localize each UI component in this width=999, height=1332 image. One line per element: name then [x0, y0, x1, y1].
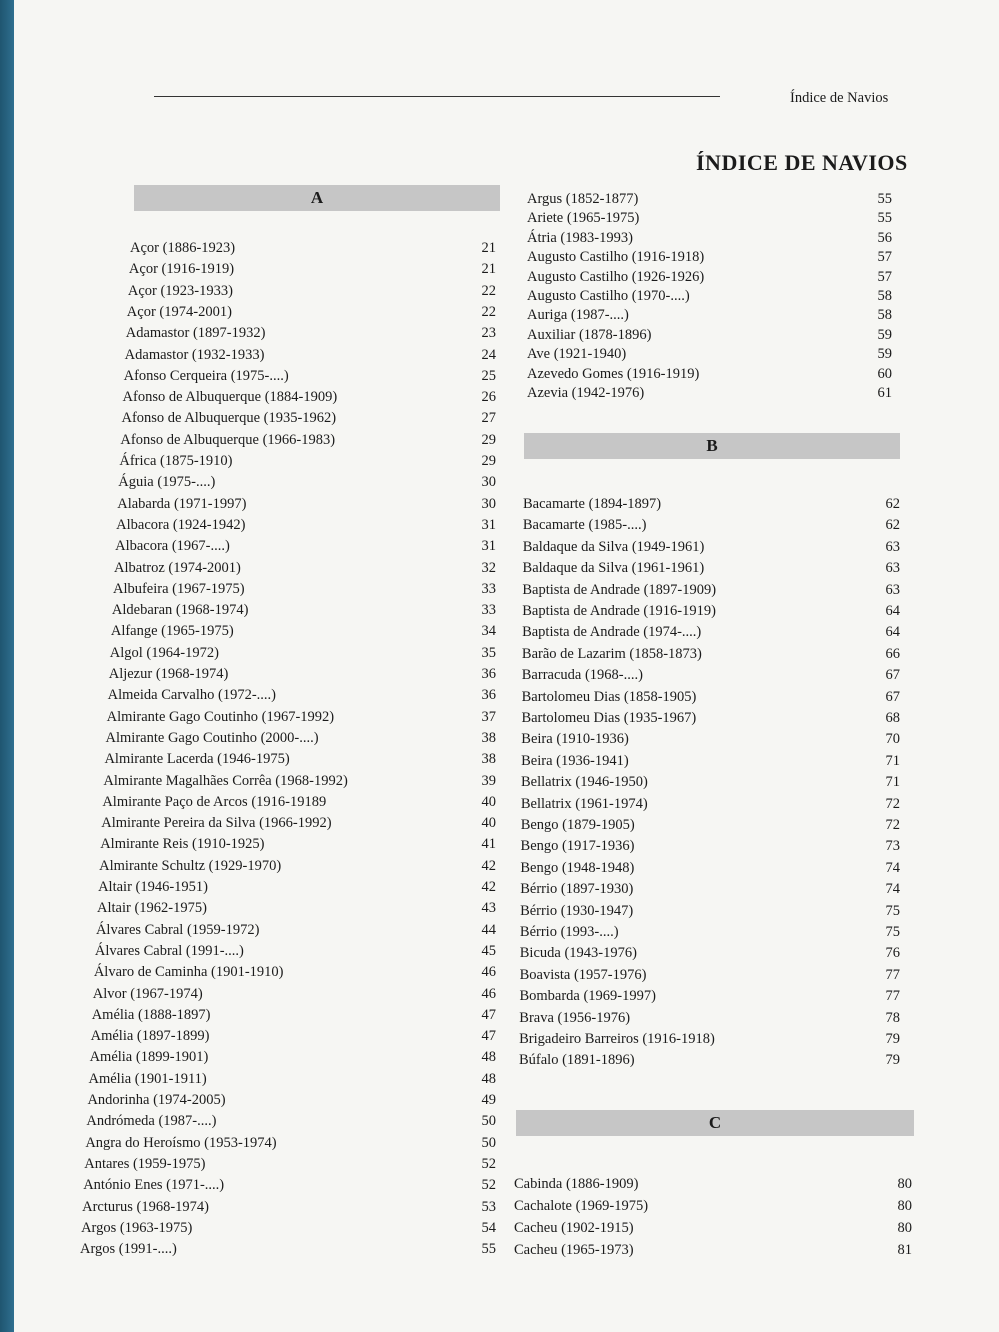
page-title: ÍNDICE DE NAVIOS — [696, 150, 908, 175]
ship-name: Cabinda (1886-1909) — [514, 1176, 639, 1192]
index-entry — [120, 430, 496, 450]
index-entry — [102, 792, 496, 812]
index-entry — [127, 302, 496, 322]
index-entry — [81, 1218, 496, 1238]
index-entry — [124, 366, 496, 386]
ship-name: Argus (1852-1877) — [527, 191, 639, 207]
ship-name: Açor (1974-2001) — [126, 303, 232, 320]
page-number: 72 — [885, 795, 900, 812]
index-entry — [520, 858, 900, 878]
ship-name: Argos (1991-....) — [80, 1241, 177, 1258]
index-entry — [106, 728, 496, 748]
index-entry — [99, 856, 496, 876]
page-number: 77 — [885, 966, 900, 983]
ship-name: Bartolomeu Dias (1935-1967) — [521, 710, 697, 726]
index-entry — [514, 1174, 912, 1194]
index-entry — [119, 451, 496, 471]
page-number: 23 — [481, 325, 496, 342]
section-header-c: C — [516, 1110, 914, 1136]
index-entry — [95, 941, 496, 961]
ship-name: Álvares Cabral (1991-....) — [94, 942, 244, 959]
index-entry — [125, 345, 496, 365]
page-number: 48 — [481, 1049, 496, 1066]
index-entry — [527, 383, 892, 403]
page-number: 55 — [877, 210, 892, 227]
ship-name: Boavista (1957-1976) — [519, 966, 647, 983]
ship-name: António Enes (1971-....) — [83, 1177, 225, 1194]
ship-name: Altair (1946-1951) — [98, 879, 209, 895]
page-number: 38 — [481, 751, 496, 768]
page-number: 29 — [481, 453, 496, 469]
index-entry — [113, 579, 496, 599]
ship-name: Argos (1963-1975) — [81, 1219, 193, 1236]
ship-name: Búfalo (1891-1896) — [519, 1052, 635, 1069]
page-number: 33 — [481, 580, 496, 597]
ship-name: Baptista de Andrade (1974-....) — [522, 624, 702, 641]
index-entry — [521, 836, 900, 856]
index-entry — [89, 1069, 497, 1089]
ship-name: Cacheu (1902-1915) — [514, 1220, 634, 1236]
ship-name: Augusto Castilho (1916-1918) — [527, 249, 705, 266]
page-number: 71 — [885, 774, 900, 791]
ship-name: Bartolomeu Dias (1858-1905) — [521, 688, 697, 705]
ship-name: Bicuda (1943-1976) — [519, 945, 637, 962]
index-entry — [523, 537, 900, 557]
page-number: 63 — [885, 560, 900, 577]
index-entry — [521, 794, 900, 814]
index-entry — [520, 879, 900, 899]
ship-name: Amélia (1899-1901) — [89, 1049, 209, 1066]
index-entry — [111, 621, 496, 641]
index-entry — [514, 1240, 912, 1260]
ship-name: Amélia (1901-1911) — [88, 1070, 207, 1087]
page-number: 41 — [481, 836, 496, 853]
page-number: 64 — [885, 603, 900, 619]
page-number: 60 — [877, 365, 892, 382]
index-entry — [84, 1154, 496, 1174]
index-entry — [117, 494, 496, 514]
page-number: 34 — [481, 623, 496, 640]
page-number: 47 — [481, 1006, 496, 1023]
page-number: 47 — [481, 1028, 496, 1045]
book-page — [14, 0, 999, 1332]
page-number: 64 — [885, 624, 900, 641]
index-entry — [522, 580, 900, 600]
ship-name: Beira (1910-1936) — [521, 731, 629, 748]
page-number: 22 — [481, 282, 496, 299]
ship-name: Auriga (1987-....) — [527, 307, 629, 324]
index-entry — [514, 1218, 912, 1238]
index-entry — [522, 601, 900, 621]
ship-name: Azevia (1942-1976) — [527, 385, 645, 401]
page-number: 61 — [877, 385, 892, 401]
page-number: 40 — [481, 815, 496, 832]
page-number: 74 — [885, 881, 900, 898]
index-entry — [527, 305, 892, 325]
page-number: 63 — [885, 538, 900, 555]
index-entry — [527, 325, 892, 345]
ship-name: Brava (1956-1976) — [519, 1009, 631, 1026]
ship-name: Cachalote (1969-1975) — [514, 1198, 649, 1214]
page-number: 29 — [481, 431, 496, 448]
index-entry — [94, 962, 496, 982]
ship-name: Afonso de Albuquerque (1935-1962) — [121, 410, 337, 427]
index-entry — [110, 643, 496, 663]
page-number: 55 — [877, 191, 892, 207]
index-entry — [522, 644, 900, 664]
index-entry — [521, 772, 900, 792]
index-entry — [83, 1175, 496, 1195]
ship-name: Barracuda (1968-....) — [521, 667, 643, 684]
page-number: 45 — [481, 942, 496, 959]
index-list-b — [519, 494, 900, 1074]
index-list-c — [514, 1174, 912, 1264]
index-entry — [520, 943, 900, 963]
ship-name: Baptista de Andrade (1916-1919) — [522, 603, 716, 619]
ship-name: Auxiliar (1878-1896) — [527, 326, 652, 343]
ship-name: Açor (1923-1933) — [127, 282, 233, 299]
index-entry — [523, 515, 900, 535]
header-rule — [154, 96, 720, 97]
page-number: 79 — [885, 1031, 900, 1047]
ship-name: Bellatrix (1946-1950) — [521, 774, 648, 791]
ship-name: Ariete (1965-1975) — [527, 210, 640, 227]
index-entry — [527, 228, 892, 248]
ship-name: Almirante Reis (1910-1925) — [100, 836, 265, 853]
index-entry — [109, 664, 496, 684]
index-entry — [520, 901, 900, 921]
ship-name: Almirante Magalhães Corrêa (1968-1992) — [103, 772, 348, 789]
index-entry — [521, 729, 900, 749]
page-number: 44 — [481, 921, 496, 938]
ship-name: Bombarda (1969-1997) — [519, 988, 656, 1005]
ship-name: Cacheu (1965-1973) — [514, 1242, 634, 1258]
page-number: 75 — [885, 924, 900, 940]
ship-name: Baldaque da Silva (1961-1961) — [522, 560, 705, 577]
index-entry — [514, 1196, 912, 1216]
ship-name: Augusto Castilho (1970-....) — [527, 288, 690, 304]
index-entry — [121, 408, 496, 428]
ship-name: Aldebaran (1968-1974) — [111, 602, 249, 619]
running-head: Índice de Navios — [790, 90, 889, 106]
ship-name: Alfange (1965-1975) — [110, 623, 234, 640]
ship-name: Almirante Paço de Arcos (1916-19189 — [102, 793, 327, 810]
page-number: 50 — [481, 1113, 496, 1130]
ship-name: Almirante Schultz (1929-1970) — [99, 857, 282, 874]
page-number: 67 — [885, 688, 900, 705]
page-number: 21 — [481, 261, 496, 278]
index-entry — [82, 1197, 496, 1217]
ship-name: Barão de Lazarim (1858-1873) — [521, 645, 702, 662]
ship-name: Augusto Castilho (1926-1926) — [527, 268, 705, 285]
index-entry — [129, 259, 496, 279]
index-entry — [527, 247, 892, 267]
page-number: 50 — [481, 1134, 496, 1151]
ship-name: Bellatrix (1961-1974) — [520, 795, 648, 812]
index-entry — [100, 834, 496, 854]
page-number: 63 — [885, 581, 900, 598]
ship-name: Adamastor (1932-1933) — [124, 346, 265, 363]
page-number: 36 — [481, 687, 496, 704]
index-entry — [93, 984, 496, 1004]
ship-name: Baptista de Andrade (1897-1909) — [522, 581, 717, 598]
ship-name: Almirante Gago Coutinho (1967-1992) — [106, 708, 335, 725]
index-entry — [128, 281, 496, 301]
ship-name: Águia (1975-....) — [118, 474, 216, 491]
page-number: 55 — [481, 1241, 496, 1258]
page-number: 52 — [481, 1155, 496, 1172]
page-number: 42 — [481, 857, 496, 874]
page-number: 43 — [481, 900, 496, 917]
page-number: 67 — [885, 667, 900, 684]
index-entry — [116, 515, 496, 535]
page-number: 62 — [885, 517, 900, 534]
index-entry — [519, 986, 900, 1006]
index-entry — [523, 494, 900, 514]
page-number: 73 — [885, 838, 900, 855]
index-entry — [521, 708, 900, 728]
page-number: 49 — [481, 1092, 496, 1108]
page-number: 56 — [877, 229, 892, 246]
page-number: 53 — [481, 1198, 496, 1215]
page-number: 42 — [481, 879, 496, 895]
ship-name: Almeida Carvalho (1972-....) — [107, 687, 276, 704]
index-entry — [103, 771, 496, 791]
index-list-a — [80, 238, 496, 1258]
page-number: 46 — [481, 964, 496, 981]
page-number: 80 — [897, 1198, 912, 1214]
page-number: 33 — [481, 602, 496, 619]
page-number: 57 — [877, 249, 892, 266]
index-entry — [87, 1090, 496, 1110]
index-entry — [96, 920, 496, 940]
ship-name: Adamastor (1897-1932) — [125, 325, 266, 342]
ship-name: Albacora (1967-....) — [115, 538, 230, 555]
ship-name: Algol (1964-1972) — [109, 644, 219, 661]
ship-name: Amélia (1897-1899) — [90, 1028, 210, 1045]
ship-name: Andorinha (1974-2005) — [87, 1092, 226, 1108]
page-number: 31 — [481, 538, 496, 555]
page-number: 58 — [877, 288, 892, 304]
page-number: 75 — [885, 902, 900, 919]
index-entry — [527, 189, 892, 209]
page-number: 79 — [885, 1052, 900, 1069]
ship-name: Afonso de Albuquerque (1884-1909) — [122, 389, 338, 406]
index-entry — [92, 1005, 496, 1025]
index-entry — [521, 815, 900, 835]
page-number: 46 — [481, 985, 496, 1002]
index-entry — [101, 813, 496, 833]
index-entry — [107, 707, 496, 727]
ship-name: Amélia (1888-1897) — [91, 1006, 211, 1023]
index-entry — [527, 286, 892, 306]
ship-name: Ave (1921-1940) — [527, 346, 627, 363]
ship-name: Álvaro de Caminha (1901-1910) — [93, 964, 284, 981]
ship-name: Brigadeiro Barreiros (1916-1918) — [519, 1031, 715, 1047]
ship-name: Albatroz (1974-2001) — [114, 559, 241, 576]
ship-name: Baldaque da Silva (1949-1961) — [522, 538, 705, 555]
ship-name: Almirante Gago Coutinho (2000-....) — [105, 729, 319, 746]
page-number: 37 — [481, 708, 496, 725]
page-number: 66 — [885, 645, 900, 662]
page-number: 74 — [885, 859, 900, 876]
ship-name: Albacora (1924-1942) — [116, 516, 246, 533]
ship-name: Álvares Cabral (1959-1972) — [95, 921, 260, 938]
ship-name: Bérrio (1930-1947) — [520, 902, 634, 919]
page-number: 26 — [481, 389, 496, 406]
index-entry — [527, 267, 892, 287]
page-number: 76 — [885, 945, 900, 962]
index-entry — [114, 558, 496, 578]
index-entry — [98, 877, 496, 897]
index-entry — [115, 536, 496, 556]
page-number: 54 — [481, 1219, 496, 1236]
ship-name: Afonso Cerqueira (1975-....) — [123, 367, 289, 384]
index-list-a-continued — [527, 189, 892, 409]
page-number: 21 — [481, 240, 496, 256]
page-number: 59 — [877, 346, 892, 363]
page-number: 80 — [897, 1176, 912, 1192]
index-entry — [90, 1047, 496, 1067]
page-number: 22 — [481, 303, 496, 320]
page-number: 27 — [481, 410, 496, 427]
index-entry — [520, 965, 900, 985]
ship-name: Bérrio (1897-1930) — [520, 881, 634, 898]
page-number: 25 — [481, 367, 496, 384]
index-entry — [86, 1111, 496, 1131]
ship-name: Bérrio (1993-....) — [519, 924, 619, 940]
ship-name: Afonso de Albuquerque (1966-1983) — [120, 431, 336, 448]
index-entry — [520, 922, 900, 942]
index-entry — [527, 208, 892, 228]
page-number: 31 — [481, 516, 496, 533]
page-number: 40 — [481, 793, 496, 810]
index-entry — [91, 1026, 496, 1046]
page-number: 77 — [885, 988, 900, 1005]
page-number: 52 — [481, 1177, 496, 1194]
page-edge-shadow — [0, 0, 14, 1332]
ship-name: Altair (1962-1975) — [97, 900, 207, 917]
page-number: 80 — [897, 1220, 912, 1236]
page-number: 39 — [481, 772, 496, 789]
ship-name: Átria (1983-1993) — [527, 229, 633, 246]
ship-name: Aljezur (1968-1974) — [108, 666, 229, 682]
page-number: 36 — [481, 666, 496, 682]
section-header-b: B — [524, 433, 900, 459]
page-number: 78 — [885, 1009, 900, 1026]
index-entry — [527, 344, 892, 364]
ship-name: Almirante Lacerda (1946-1975) — [104, 751, 290, 768]
page-number: 30 — [481, 495, 496, 512]
index-entry — [126, 323, 496, 343]
page-number: 68 — [885, 710, 900, 726]
ship-name: Albufeira (1967-1975) — [112, 580, 245, 597]
index-entry — [519, 1029, 900, 1049]
ship-name: Azevedo Gomes (1916-1919) — [527, 365, 700, 382]
page-number: 59 — [877, 326, 892, 343]
page-number: 81 — [897, 1242, 912, 1258]
page-number: 38 — [481, 729, 496, 746]
index-entry — [130, 238, 496, 258]
page-number: 35 — [481, 644, 496, 661]
ship-name: Andrómeda (1987-....) — [86, 1113, 217, 1130]
page-number: 72 — [885, 817, 900, 833]
index-entry — [527, 364, 892, 384]
index-entry — [80, 1239, 496, 1259]
index-entry — [97, 898, 496, 918]
page-number: 24 — [481, 346, 496, 363]
ship-name: Antares (1959-1975) — [84, 1155, 206, 1172]
index-entry — [108, 685, 496, 705]
page-number: 71 — [885, 752, 900, 769]
ship-name: África (1875-1910) — [119, 453, 233, 469]
ship-name: Bacamarte (1985-....) — [522, 517, 647, 534]
index-entry — [521, 751, 900, 771]
index-entry — [519, 1050, 900, 1070]
ship-name: Alvor (1967-1974) — [92, 985, 203, 1002]
index-entry — [523, 558, 900, 578]
ship-name: Açor (1886-1923) — [130, 240, 236, 256]
ship-name: Bengo (1917-1936) — [520, 838, 635, 855]
index-entry — [522, 622, 900, 642]
ship-name: Almirante Pereira da Silva (1966-1992) — [101, 815, 332, 832]
ship-name: Bengo (1879-1905) — [520, 817, 635, 833]
index-entry — [118, 472, 496, 492]
ship-name: Angra do Heroísmo (1953-1974) — [85, 1134, 277, 1151]
ship-name: Bengo (1948-1948) — [520, 859, 635, 876]
page-number: 30 — [481, 474, 496, 491]
index-entry — [104, 749, 496, 769]
ship-name: Açor (1916-1919) — [128, 261, 235, 278]
ship-name: Beira (1936-1941) — [521, 752, 629, 769]
index-entry — [112, 600, 496, 620]
page-number: 58 — [877, 307, 892, 324]
index-entry — [522, 687, 900, 707]
page-number: 48 — [481, 1070, 496, 1087]
section-header-a: A — [134, 185, 500, 211]
ship-name: Bacamarte (1894-1897) — [523, 496, 662, 512]
page-number: 32 — [481, 559, 496, 576]
index-entry — [85, 1133, 496, 1153]
ship-name: Arcturus (1968-1974) — [82, 1198, 209, 1215]
index-entry — [519, 1008, 900, 1028]
ship-name: Alabarda (1971-1997) — [117, 495, 247, 512]
page-number: 57 — [877, 268, 892, 285]
index-entry — [123, 387, 496, 407]
page-number: 62 — [885, 496, 900, 512]
page-number: 70 — [885, 731, 900, 748]
index-entry — [522, 665, 900, 685]
